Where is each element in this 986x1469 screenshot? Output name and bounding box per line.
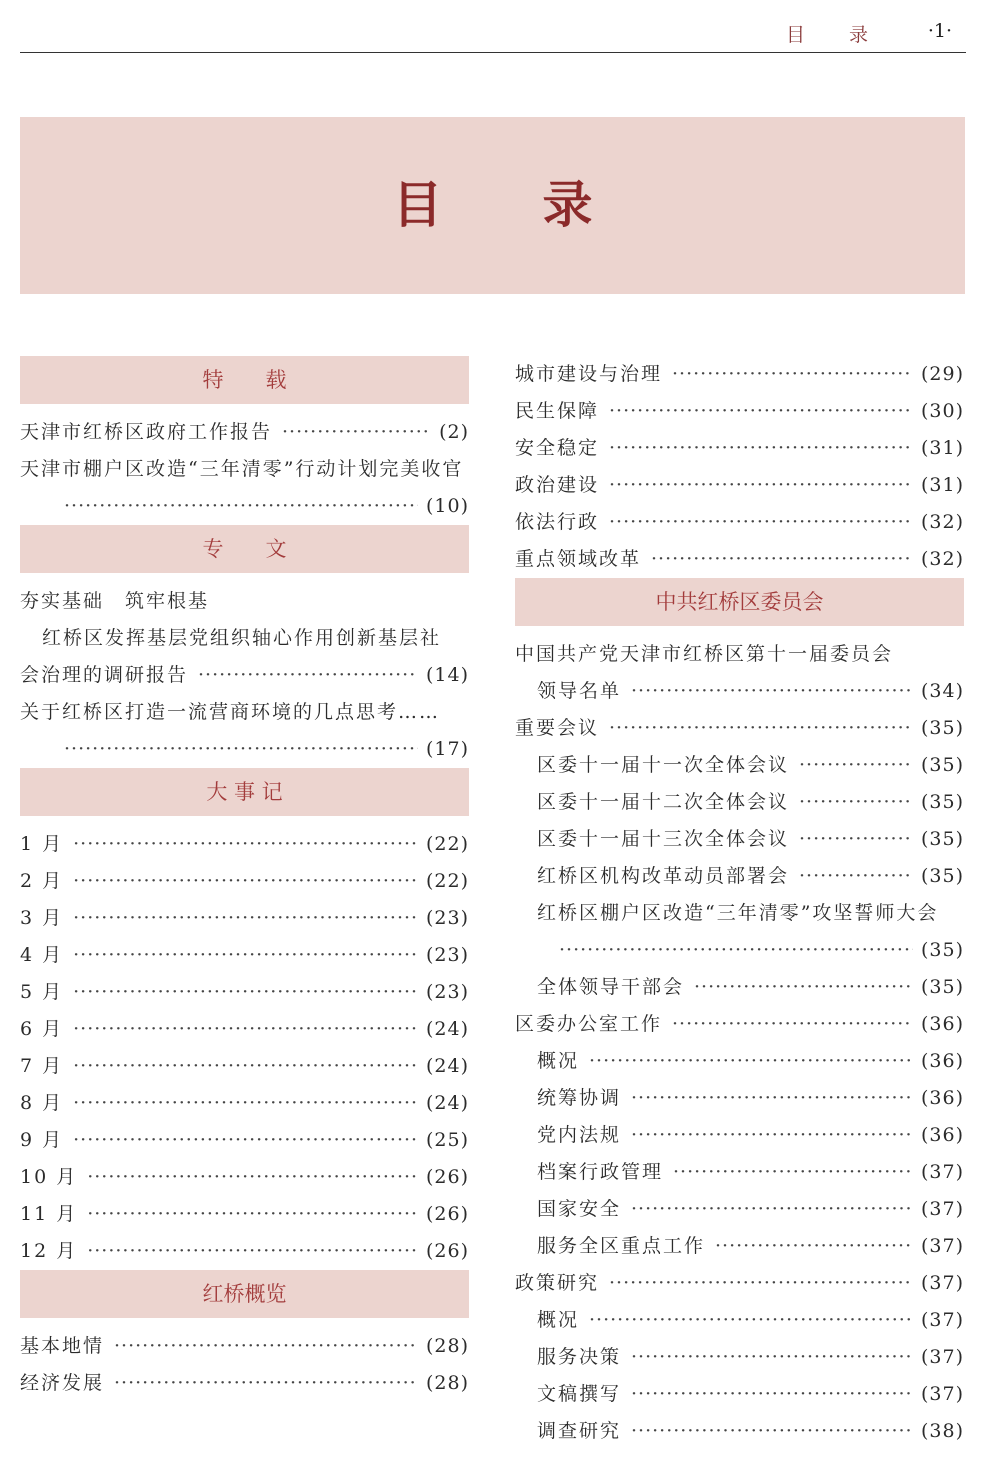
toc-continued-line xyxy=(20,694,469,731)
toc-page-number: (10) xyxy=(425,495,469,517)
toc-entry[interactable] xyxy=(20,974,469,1011)
toc-page-number: (25) xyxy=(425,1129,469,1151)
toc-entry-title: 区委十一届十三次全体会议 xyxy=(537,828,790,850)
contents-banner xyxy=(20,117,965,294)
toc-entry-title: 红桥区机构改革动员部署会 xyxy=(537,865,790,887)
toc-page-number: (35) xyxy=(920,865,964,887)
toc-continued-line xyxy=(515,636,964,673)
dot-leader xyxy=(715,1228,913,1265)
toc-page-number: (38) xyxy=(920,1420,964,1442)
toc-entry-title: 红桥区棚户区改造“三年清零”攻坚誓师大会 xyxy=(537,902,939,924)
toc-page-number: (36) xyxy=(920,1013,964,1035)
toc-entry-title: 中国共产党天津市红桥区第十一届委员会 xyxy=(515,643,894,665)
toc-entry-title: 经济发展 xyxy=(20,1372,105,1394)
toc-entry[interactable] xyxy=(20,1328,469,1365)
toc-entry-title: 5 月 xyxy=(20,981,64,1003)
toc-page-number: (37) xyxy=(920,1272,964,1294)
toc-entry-title: 12 月 xyxy=(20,1240,78,1262)
toc-page-number: (14) xyxy=(425,664,469,686)
toc-entry[interactable] xyxy=(20,900,469,937)
toc-page-number: (36) xyxy=(920,1050,964,1072)
toc-page-number: (23) xyxy=(425,907,469,929)
toc-entry[interactable] xyxy=(20,1122,469,1159)
toc-entry[interactable] xyxy=(515,393,964,430)
toc-continued-line xyxy=(20,583,469,620)
dot-leader xyxy=(631,1413,913,1450)
contents-title: 目 录 xyxy=(392,176,593,234)
dot-leader xyxy=(631,1191,913,1228)
dot-leader xyxy=(87,1196,418,1233)
toc-entry[interactable] xyxy=(20,1196,469,1233)
toc-entry[interactable] xyxy=(515,1191,964,1228)
dot-leader xyxy=(73,937,418,974)
section-heading: 中共红桥区委员会 xyxy=(515,578,964,626)
dot-leader xyxy=(87,1159,418,1196)
toc-entry-title: 区委办公室工作 xyxy=(515,1013,663,1035)
section-heading: 红桥概览 xyxy=(20,1270,469,1318)
toc-page-number: (35) xyxy=(920,828,964,850)
toc-entry[interactable] xyxy=(515,1043,964,1080)
toc-page-number: (26) xyxy=(425,1240,469,1262)
dot-leader xyxy=(114,1328,418,1365)
toc-entry[interactable] xyxy=(20,1159,469,1196)
dot-leader xyxy=(64,731,418,768)
dot-leader xyxy=(609,504,913,541)
toc-entry-title: 全体领导干部会 xyxy=(537,976,685,998)
toc-entry-title: 政策研究 xyxy=(515,1272,600,1294)
toc-entry-title: 天津市棚户区改造“三年清零”行动计划完美收官 xyxy=(20,458,464,480)
toc-entry[interactable] xyxy=(20,488,469,525)
toc-entry[interactable] xyxy=(515,1080,964,1117)
toc-continued-line xyxy=(20,451,469,488)
dot-leader xyxy=(73,974,418,1011)
toc-entry[interactable] xyxy=(515,969,964,1006)
toc-page-number: (22) xyxy=(425,833,469,855)
toc-page-number: (32) xyxy=(920,548,964,570)
dot-leader xyxy=(672,356,913,393)
toc-page-number: (29) xyxy=(920,363,964,385)
toc-entry-title: 概况 xyxy=(537,1050,580,1072)
toc-page-number: (35) xyxy=(920,976,964,998)
toc-entry-title: 会治理的调研报告 xyxy=(20,664,189,686)
toc-entry-title: 政治建设 xyxy=(515,474,600,496)
toc-page-number: (17) xyxy=(425,738,469,760)
toc-page-number: (37) xyxy=(920,1309,964,1331)
toc-entry-title: 6 月 xyxy=(20,1018,64,1040)
dot-leader xyxy=(609,393,913,430)
toc-page-number: (24) xyxy=(425,1018,469,1040)
toc-entry-title: 8 月 xyxy=(20,1092,64,1114)
toc-entry[interactable] xyxy=(515,541,964,578)
dot-leader xyxy=(73,1122,418,1159)
toc-entry[interactable] xyxy=(20,937,469,974)
toc-page-number: (35) xyxy=(920,939,964,961)
dot-leader xyxy=(651,541,913,578)
dot-leader xyxy=(631,673,913,710)
toc-entry[interactable] xyxy=(20,826,469,863)
dot-leader xyxy=(282,414,431,451)
toc-entry[interactable] xyxy=(515,1302,964,1339)
dot-leader xyxy=(73,900,418,937)
toc-entry-title: 重点领域改革 xyxy=(515,548,642,570)
toc-entry-title: 4 月 xyxy=(20,944,64,966)
toc-entry-title: 夯实基础 筑牢根基 xyxy=(20,590,210,612)
dot-leader xyxy=(673,1154,913,1191)
toc-entry-title: 档案行政管理 xyxy=(537,1161,664,1183)
dot-leader xyxy=(87,1233,418,1270)
toc-entry-title: 区委十一届十二次全体会议 xyxy=(537,791,790,813)
toc-page-number: (35) xyxy=(920,754,964,776)
toc-entry-title: 统筹协调 xyxy=(537,1087,622,1109)
toc-entry[interactable] xyxy=(515,784,964,821)
dot-leader xyxy=(114,1365,418,1402)
toc-page-number: (37) xyxy=(920,1198,964,1220)
toc-entry-title: 党内法规 xyxy=(537,1124,622,1146)
toc-entry-title: 天津市红桥区政府工作报告 xyxy=(20,421,273,443)
toc-right-column xyxy=(515,356,964,1450)
toc-entry-title: 7 月 xyxy=(20,1055,64,1077)
toc-entry-title: 区委十一届十一次全体会议 xyxy=(537,754,790,776)
toc-entry[interactable] xyxy=(20,1365,469,1402)
toc-entry[interactable] xyxy=(515,747,964,784)
toc-entry-title: 基本地情 xyxy=(20,1335,105,1357)
toc-entry[interactable] xyxy=(515,932,964,969)
dot-leader xyxy=(799,821,913,858)
toc-page-number: (28) xyxy=(425,1372,469,1394)
toc-entry-title: 领导名单 xyxy=(537,680,622,702)
toc-entry-title: 调查研究 xyxy=(537,1420,622,1442)
page-number: ·1· xyxy=(927,20,952,42)
toc-entry[interactable] xyxy=(515,1376,964,1413)
toc-entry[interactable] xyxy=(515,1154,964,1191)
toc-entry[interactable] xyxy=(515,1228,964,1265)
dot-leader xyxy=(694,969,913,1006)
toc-entry[interactable] xyxy=(515,467,964,504)
toc-page-number: (36) xyxy=(920,1124,964,1146)
toc-page-number: (28) xyxy=(425,1335,469,1357)
toc-page-number: (26) xyxy=(425,1203,469,1225)
toc-page-number: (35) xyxy=(920,717,964,739)
toc-entry[interactable] xyxy=(20,731,469,768)
dot-leader xyxy=(631,1376,913,1413)
dot-leader xyxy=(73,1011,418,1048)
toc-entry-title: 民生保障 xyxy=(515,400,600,422)
toc-entry-title: 关于红桥区打造一流营商环境的几点思考…… xyxy=(20,701,441,723)
toc-entry-title: 城市建设与治理 xyxy=(515,363,663,385)
toc-entry[interactable] xyxy=(515,1006,964,1043)
toc-entry-title: 3 月 xyxy=(20,907,64,929)
toc-entry[interactable] xyxy=(515,504,964,541)
toc-entry[interactable] xyxy=(20,863,469,900)
toc-entry[interactable] xyxy=(515,1413,964,1450)
dot-leader xyxy=(609,467,913,504)
toc-page-number: (31) xyxy=(920,437,964,459)
dot-leader xyxy=(589,1302,913,1339)
dot-leader xyxy=(73,826,418,863)
toc-entry[interactable] xyxy=(515,710,964,747)
dot-leader xyxy=(609,710,913,747)
toc-page-number: (37) xyxy=(920,1161,964,1183)
toc-page-number: (34) xyxy=(920,680,964,702)
dot-leader xyxy=(631,1117,913,1154)
toc-page-number: (23) xyxy=(425,944,469,966)
toc-page-number: (31) xyxy=(920,474,964,496)
section-heading: 大 事 记 xyxy=(20,768,469,816)
toc-entry[interactable] xyxy=(515,1339,964,1376)
dot-leader xyxy=(73,1085,418,1122)
toc-entry-title: 概况 xyxy=(537,1309,580,1331)
toc-entry-title: 国家安全 xyxy=(537,1198,622,1220)
toc-page-number: (37) xyxy=(920,1235,964,1257)
toc-entry-title: 重要会议 xyxy=(515,717,600,739)
toc-page-number: (32) xyxy=(920,511,964,533)
toc-entry-title: 依法行政 xyxy=(515,511,600,533)
toc-entry-title: 1 月 xyxy=(20,833,64,855)
toc-entry-title: 9 月 xyxy=(20,1129,64,1151)
toc-page-number: (26) xyxy=(425,1166,469,1188)
toc-continued-line xyxy=(515,895,964,932)
dot-leader xyxy=(631,1339,913,1376)
dot-leader xyxy=(198,657,418,694)
toc-page-number: (2) xyxy=(439,421,469,443)
dot-leader xyxy=(672,1006,913,1043)
dot-leader xyxy=(631,1080,913,1117)
toc-entry[interactable] xyxy=(515,1117,964,1154)
toc-page-number: (23) xyxy=(425,981,469,1003)
toc-page-number: (36) xyxy=(920,1087,964,1109)
toc-entry[interactable] xyxy=(20,1011,469,1048)
toc-continued-line xyxy=(20,620,469,657)
dot-leader xyxy=(799,747,913,784)
toc-page-number: (22) xyxy=(425,870,469,892)
toc-entry[interactable] xyxy=(515,1265,964,1302)
toc-page-number: (30) xyxy=(920,400,964,422)
toc-entry[interactable] xyxy=(515,858,964,895)
toc-entry[interactable] xyxy=(515,356,964,393)
dot-leader xyxy=(73,1048,418,1085)
dot-leader xyxy=(559,932,913,969)
running-head xyxy=(20,14,966,53)
section-heading: 专 文 xyxy=(20,525,469,573)
toc-entry-title: 安全稳定 xyxy=(515,437,600,459)
toc-entry[interactable] xyxy=(515,821,964,858)
toc-entry-title: 红桥区发挥基层党组织轴心作用创新基层社 xyxy=(42,627,442,649)
toc-left-column xyxy=(20,356,469,1402)
dot-leader xyxy=(609,1265,913,1302)
toc-entry[interactable] xyxy=(20,657,469,694)
toc-page-number: (37) xyxy=(920,1346,964,1368)
toc-entry[interactable] xyxy=(20,1048,469,1085)
toc-entry[interactable] xyxy=(20,1233,469,1270)
toc-page-number: (24) xyxy=(425,1092,469,1114)
toc-entry-title: 2 月 xyxy=(20,870,64,892)
toc-entry-title: 服务全区重点工作 xyxy=(537,1235,706,1257)
toc-entry[interactable] xyxy=(20,414,469,451)
toc-entry-title: 文稿撰写 xyxy=(537,1383,622,1405)
running-head-title: 目 录 xyxy=(785,24,870,46)
section-heading: 特 载 xyxy=(20,356,469,404)
toc-entry[interactable] xyxy=(515,430,964,467)
dot-leader xyxy=(73,863,418,900)
dot-leader xyxy=(609,430,913,467)
toc-page-number: (35) xyxy=(920,791,964,813)
dot-leader xyxy=(64,488,418,525)
toc-entry[interactable] xyxy=(515,673,964,710)
toc-entry-title: 服务决策 xyxy=(537,1346,622,1368)
dot-leader xyxy=(799,784,913,821)
toc-entry-title: 10 月 xyxy=(20,1166,78,1188)
dot-leader xyxy=(799,858,913,895)
toc-page-number: (24) xyxy=(425,1055,469,1077)
toc-entry[interactable] xyxy=(20,1085,469,1122)
toc-entry-title: 11 月 xyxy=(20,1203,78,1225)
toc-page-number: (37) xyxy=(920,1383,964,1405)
dot-leader xyxy=(589,1043,913,1080)
